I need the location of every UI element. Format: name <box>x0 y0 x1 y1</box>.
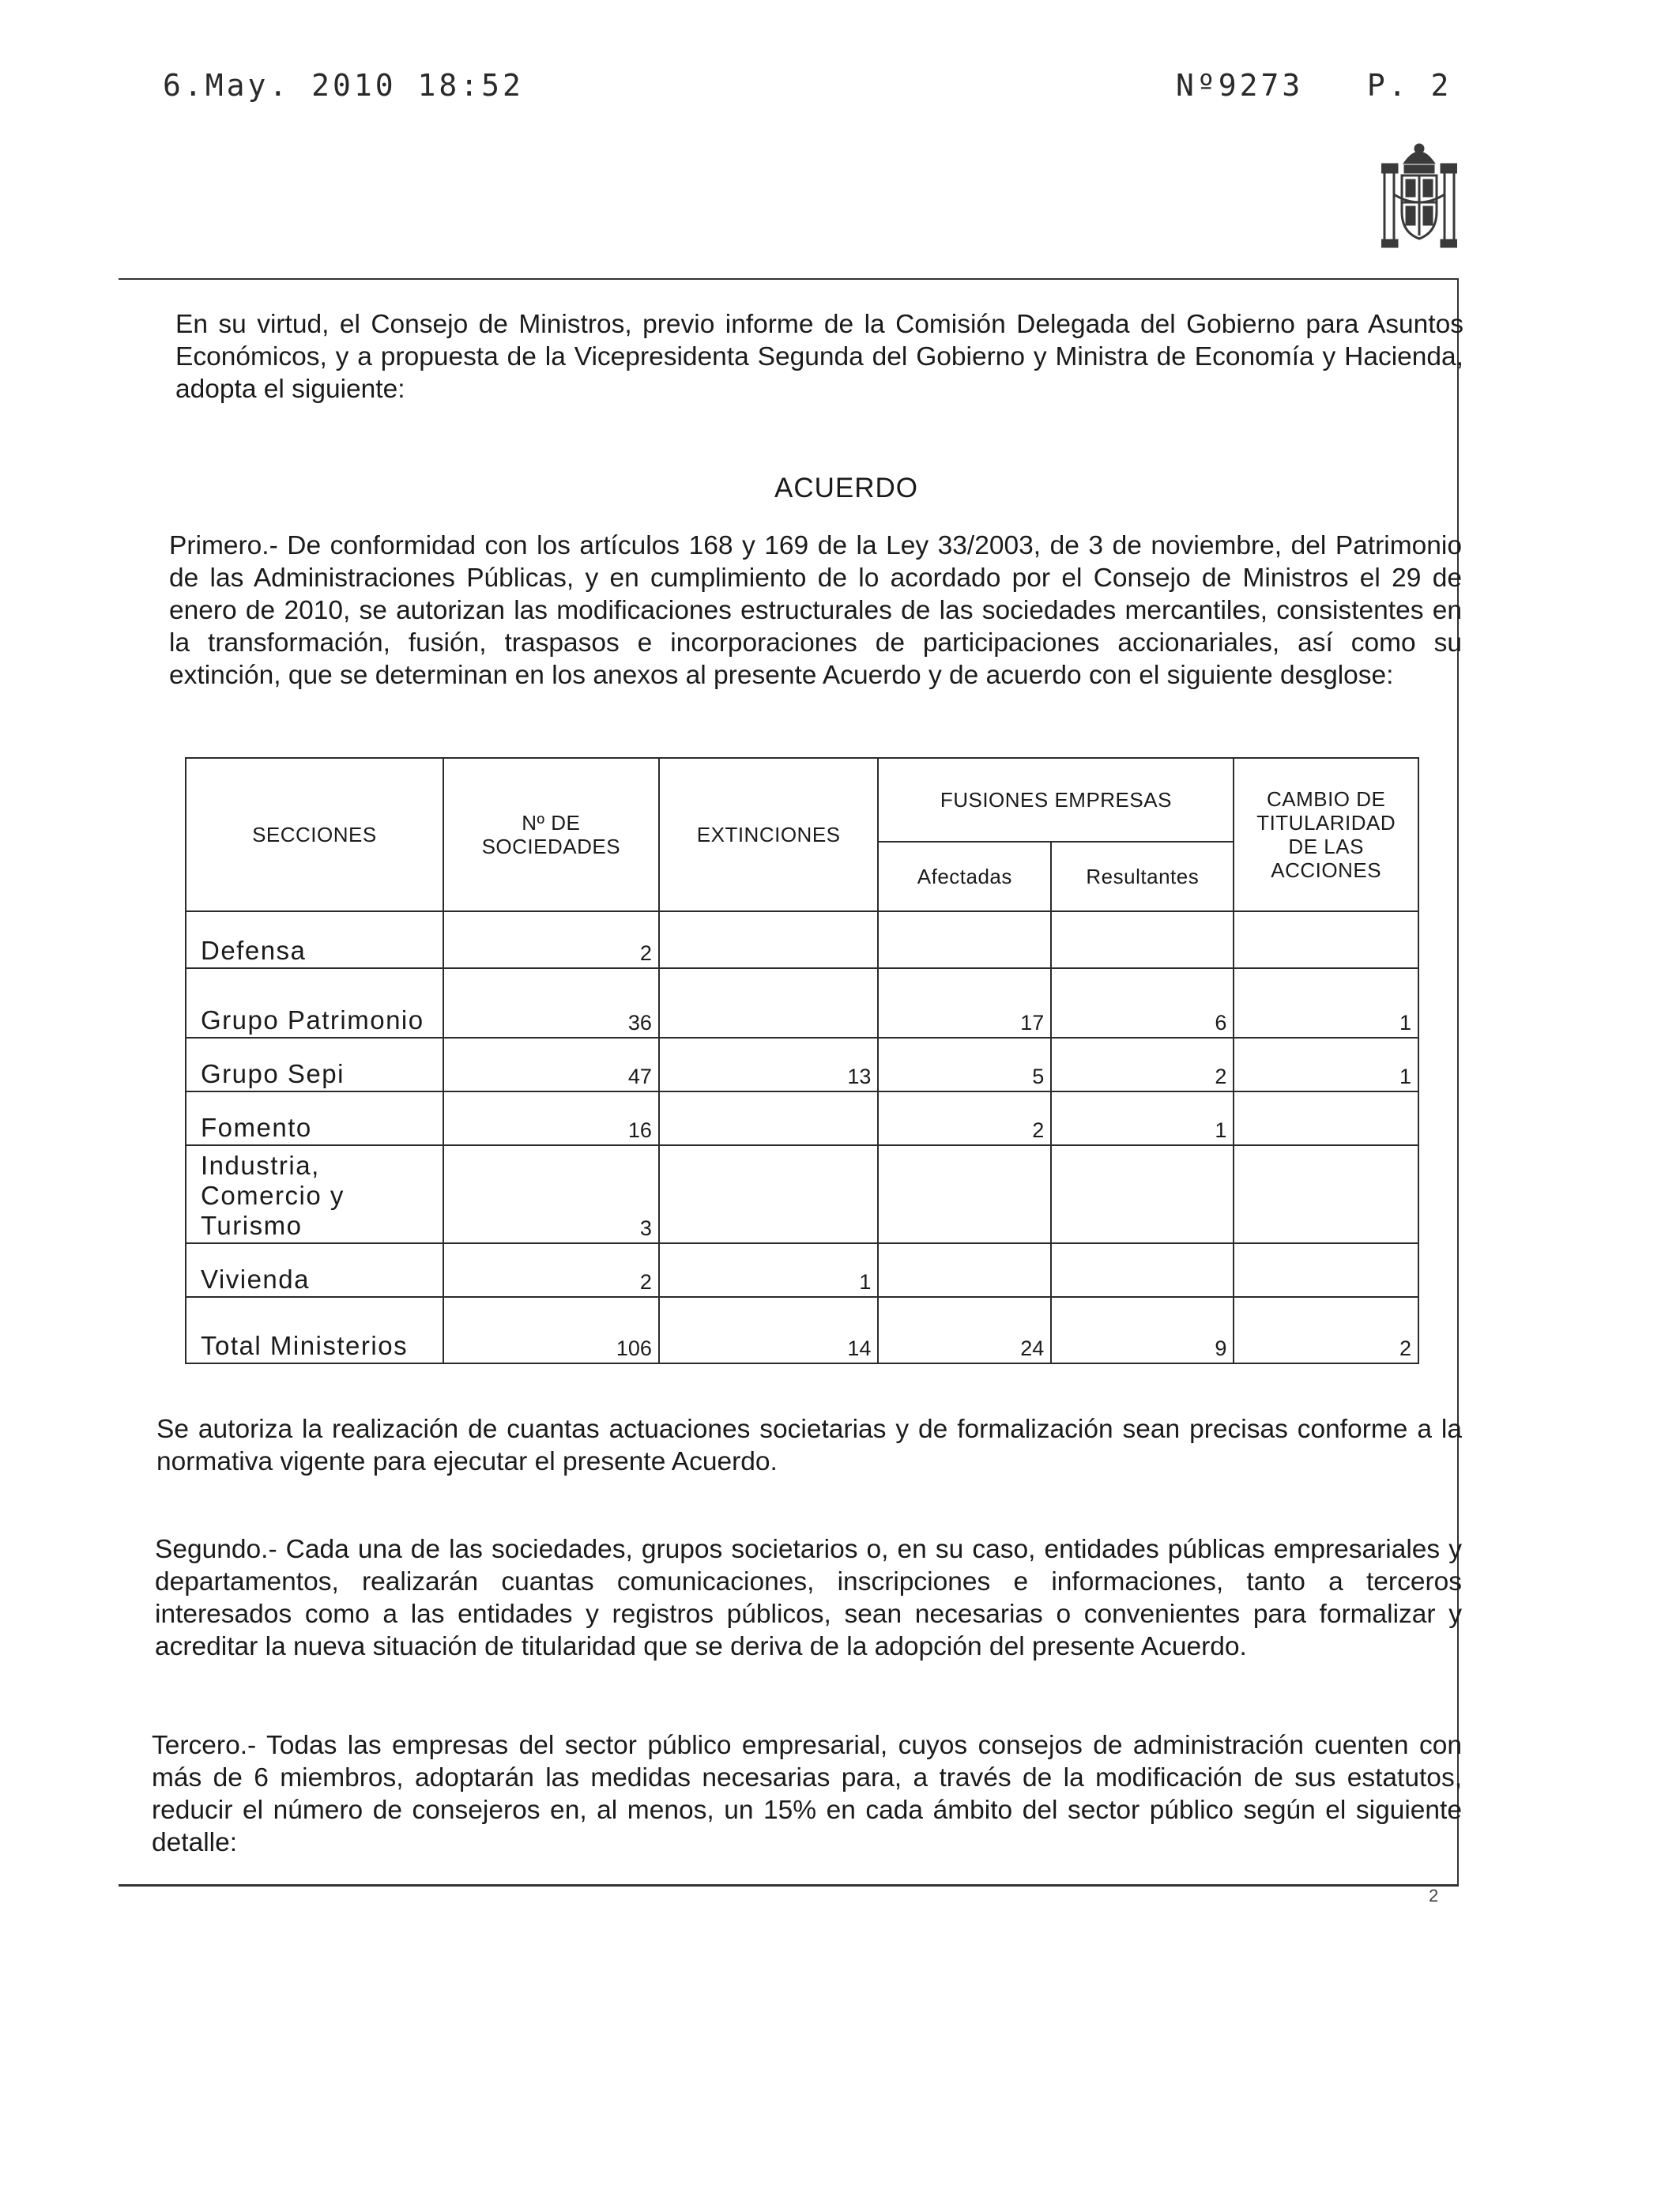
row-sociedades: 2 <box>443 1243 659 1297</box>
header-cambio-titularidad: CAMBIO DE TITULARIDAD DE LAS ACCIONES <box>1234 758 1418 911</box>
segundo-lead: Segundo.- <box>155 1535 277 1564</box>
row-extinciones: 14 <box>659 1297 879 1363</box>
tercero-paragraph <box>152 1729 1462 1859</box>
row-resultantes <box>1051 1243 1234 1297</box>
header-num-sociedades: Nº DE SOCIEDADES <box>443 758 659 911</box>
row-sociedades: 36 <box>443 968 659 1038</box>
row-extinciones <box>659 968 879 1038</box>
primero-lead: Primero.- <box>169 531 278 560</box>
acuerdo-title: ACUERDO <box>774 473 919 503</box>
coat-of-arms-of-spain-icon <box>1381 139 1457 250</box>
row-afectadas <box>878 1243 1051 1297</box>
row-resultantes: 1 <box>1051 1091 1234 1145</box>
row-resultantes <box>1051 911 1234 968</box>
row-seccion: Vivienda <box>186 1243 443 1297</box>
row-afectadas: 2 <box>878 1091 1051 1145</box>
row-afectadas: 24 <box>878 1297 1051 1363</box>
row-sociedades: 3 <box>443 1145 659 1243</box>
table-row <box>186 1091 1418 1145</box>
row-seccion: Industria, Comercio y Turismo <box>186 1145 443 1243</box>
table-row <box>186 1038 1418 1091</box>
header-fusiones: FUSIONES EMPRESAS <box>878 758 1234 842</box>
fax-datetime: 6.May. 2010 18:52 <box>163 68 524 103</box>
table-row <box>186 911 1418 968</box>
row-seccion: Grupo Patrimonio <box>186 968 443 1038</box>
row-afectadas <box>878 1145 1051 1243</box>
table-total-row <box>186 1297 1418 1363</box>
row-cambio: 1 <box>1234 968 1418 1038</box>
row-sociedades: 106 <box>443 1297 659 1363</box>
row-extinciones <box>659 1091 879 1145</box>
segundo-paragraph <box>155 1533 1462 1663</box>
sociedades-table <box>185 757 1419 1364</box>
row-afectadas <box>878 911 1051 968</box>
segundo-text: Cada una de las sociedades, grupos societarios o, en su caso, entidades públicas empresariales y departamentos, realizarán cuantas comunicaciones, inscripciones e informaciones, tanto a terceros interesados como a las entidades y registros públicos, sean necesarias o convenientes para formalizar y acreditar la nueva situación de titularidad que se deriva de la adopción del presente Acuerdo. <box>155 1535 1462 1661</box>
row-afectadas: 5 <box>878 1038 1051 1091</box>
row-extinciones: 1 <box>659 1243 879 1297</box>
row-sociedades: 16 <box>443 1091 659 1145</box>
primero-paragraph <box>169 530 1462 692</box>
row-resultantes: 6 <box>1051 968 1234 1038</box>
primero-text: De conformidad con los artículos 168 y 169 de la Ley 33/2003, de 3 de noviembre, del Patrimonio de las Administraciones Públicas, y en cumplimiento de lo acordado por el Consejo de Ministros el 29 de enero de 2010, se autorizan las modificaciones estructurales de las sociedades mercantiles, consistentes en la transformación, fusión, traspasos e incorporaciones de participaciones accionariales, así como su extinción, que se determinan en los anexos al presente Acuerdo y de acuerdo con el siguiente desglose: <box>169 531 1462 690</box>
tercero-lead: Tercero.- <box>152 1731 257 1760</box>
row-sociedades: 47 <box>443 1038 659 1091</box>
row-cambio <box>1234 1091 1418 1145</box>
row-cambio <box>1234 1243 1418 1297</box>
row-seccion: Fomento <box>186 1091 443 1145</box>
tercero-text: Todas las empresas del sector público empresarial, cuyos consejos de administración cuenten con más de 6 miembros, adoptarán las medidas necesarias para, a través de la modificación de sus estatutos, reducir el número de consejeros en, al menos, un 15% en cada ámbito del sector público según el siguiente detalle: <box>152 1731 1462 1857</box>
table-row <box>186 1145 1418 1243</box>
row-extinciones: 13 <box>659 1038 879 1091</box>
row-cambio <box>1234 911 1418 968</box>
row-resultantes: 9 <box>1051 1297 1234 1363</box>
bottom-rule <box>119 1884 1459 1887</box>
row-resultantes: 2 <box>1051 1038 1234 1091</box>
table-row <box>186 968 1418 1038</box>
page-mark: 2 <box>1429 1886 1439 1906</box>
row-extinciones <box>659 1145 879 1243</box>
header-resultantes: Resultantes <box>1051 842 1234 911</box>
row-seccion: Total Ministerios <box>186 1297 443 1363</box>
row-seccion: Defensa <box>186 911 443 968</box>
autoriza-paragraph: Se autoriza la realización de cuantas actuaciones societarias y de formalización sean precisas conforme a la normativa vigente para ejecutar el presente Acuerdo. <box>156 1415 1462 1476</box>
row-sociedades: 2 <box>443 911 659 968</box>
fax-reference <box>1176 68 1452 103</box>
row-cambio: 2 <box>1234 1297 1418 1363</box>
header-secciones: SECCIONES <box>186 758 443 911</box>
fax-page-number: P. 2 <box>1366 68 1452 103</box>
fax-reference-number: Nº9273 <box>1176 68 1304 103</box>
row-resultantes <box>1051 1145 1234 1243</box>
header-extinciones: EXTINCIONES <box>659 758 879 911</box>
row-cambio: 1 <box>1234 1038 1418 1091</box>
header-afectadas: Afectadas <box>878 842 1051 911</box>
row-extinciones <box>659 911 879 968</box>
table-row <box>186 1243 1418 1297</box>
row-cambio <box>1234 1145 1418 1243</box>
intro-paragraph: En su virtud, el Consejo de Ministros, previo informe de la Comisión Delegada del Gobierno para Asuntos Económicos, y a propuesta de la Vicepresidenta Segunda del Gobierno y Ministra de Economía y Hacienda, adopta el siguiente: <box>175 310 1463 404</box>
row-afectadas: 17 <box>878 968 1051 1038</box>
row-seccion: Grupo Sepi <box>186 1038 443 1091</box>
